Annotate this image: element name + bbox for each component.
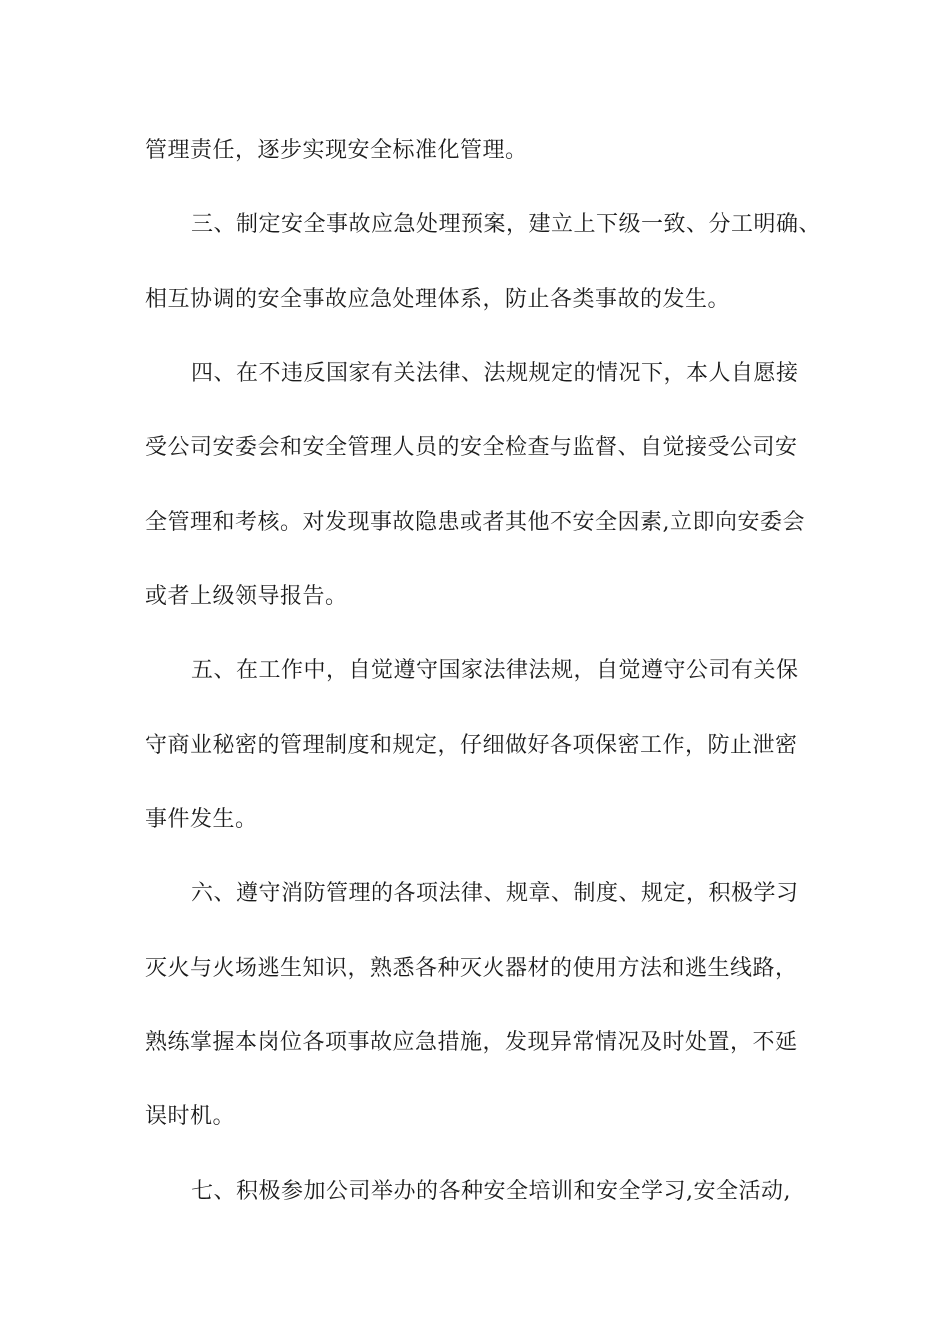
text-line: 管理责任，逐步实现安全标准化管理。: [145, 138, 528, 163]
text-line: 熟练掌握本岗位各项事故应急措施，发现异常情况及时处置，不延: [145, 1030, 798, 1055]
text-line: 灭火与火场逃生知识，熟悉各种灭火器材的使用方法和逃生线路，: [145, 956, 798, 981]
text-line: 全管理和考核。对发现事故隐患或者其他不安全因素,立即向安委会: [145, 510, 805, 535]
text-line: 五、在工作中，自觉遵守国家法律法规，自觉遵守公司有关保: [191, 658, 799, 683]
text-line: 守商业秘密的管理制度和规定，仔细做好各项保密工作，防止泄密: [145, 733, 798, 758]
text-line: 误时机。: [145, 1104, 236, 1129]
text-line: 或者上级领导报告。: [145, 584, 348, 609]
text-line: 三、制定安全事故应急处理预案，建立上下级一致、分工明确、: [191, 212, 822, 237]
text-line: 事件发生。: [145, 807, 258, 832]
text-line: 相互协调的安全事故应急处理体系，防止各类事故的发生。: [145, 287, 731, 312]
text-line: 七、积极参加公司举办的各种安全培训和安全学习,安全活动,: [191, 1179, 791, 1204]
text-line: 四、在不违反国家有关法律、法规规定的情况下，本人自愿接: [191, 361, 799, 386]
text-line: 受公司安委会和安全管理人员的安全检查与监督、自觉接受公司安: [145, 435, 798, 460]
text-line: 六、遵守消防管理的各项法律、规章、制度、规定，积极学习: [191, 881, 799, 906]
